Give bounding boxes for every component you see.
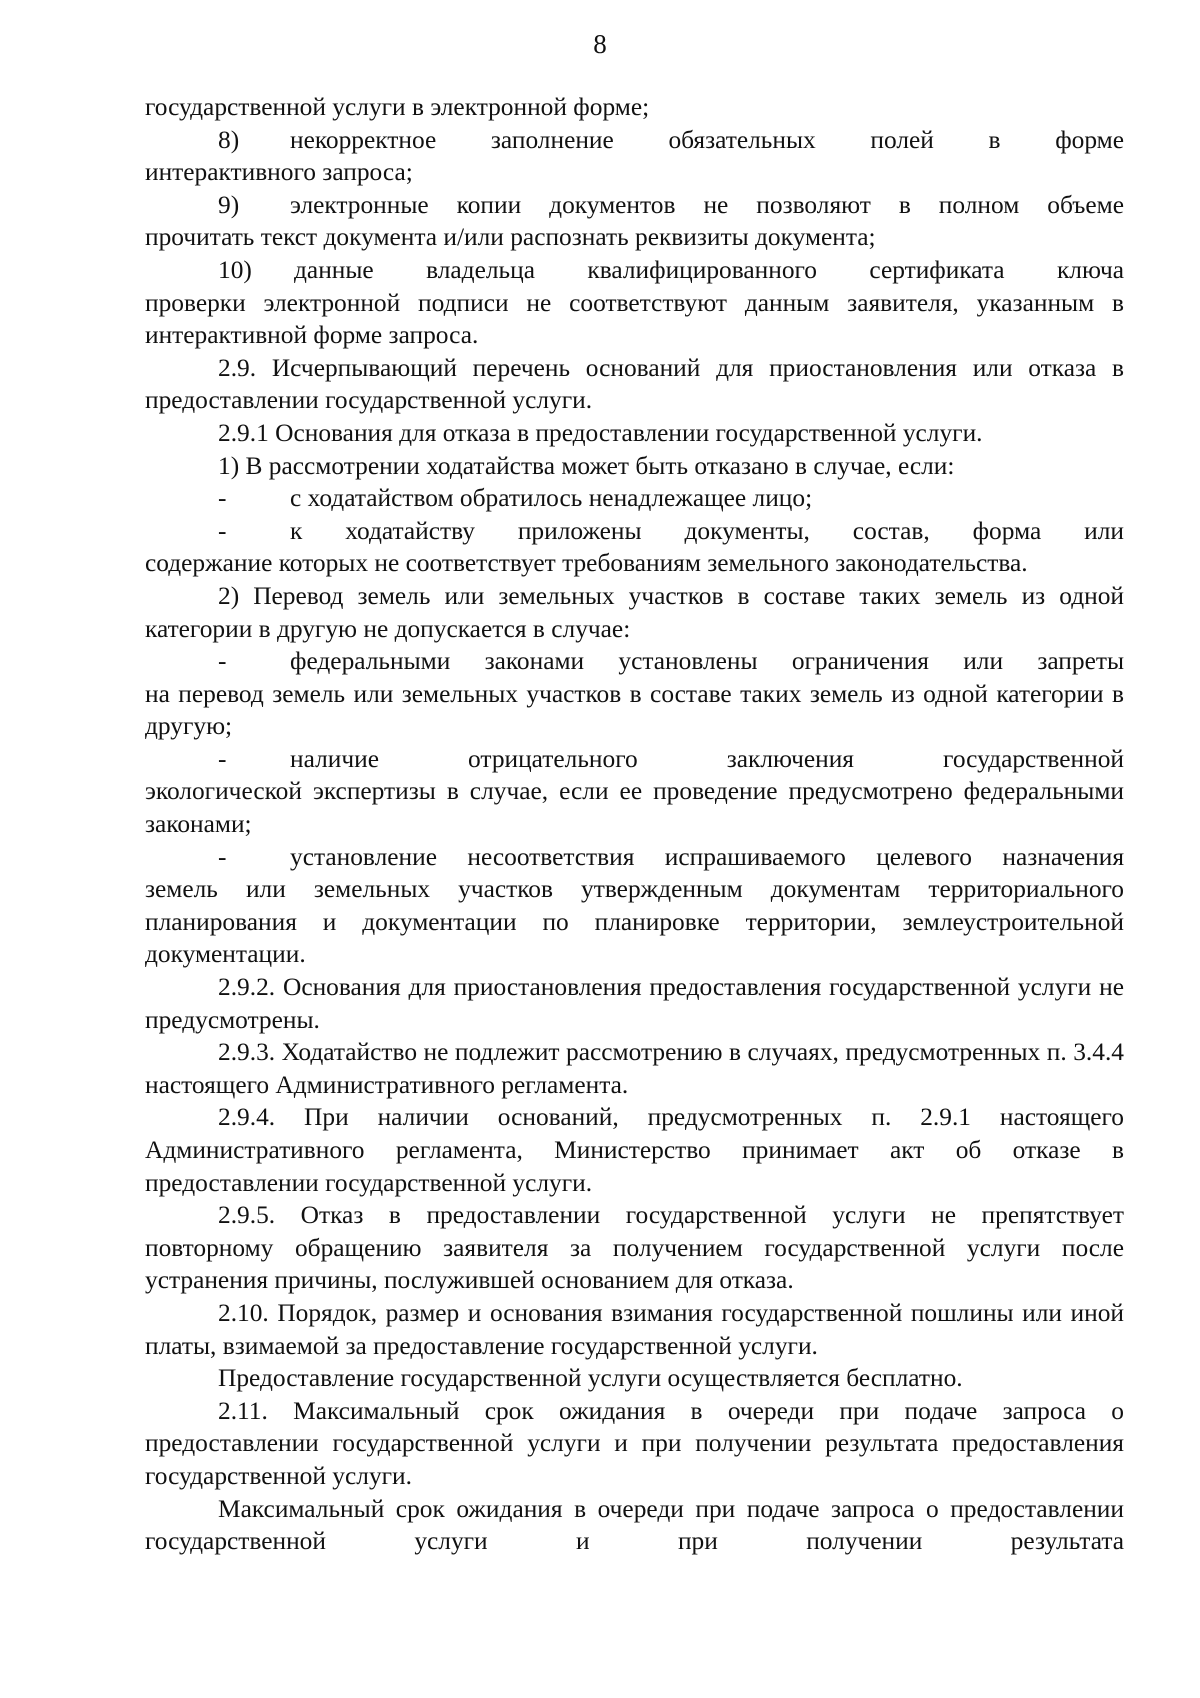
- dash-item-nonconformity: [145, 841, 1124, 971]
- list-text-rest: интерактивного запроса;: [145, 158, 413, 187]
- section-2-9-5: 2.9.5. Отказ в предоставлении государственной услуги не препятствует повторному обращению заявителя за получением государственной услуги после устранения причины, послужившей основанием для отказа.: [145, 1201, 1124, 1295]
- list-text-first: электронные копии документов не позволяют в полном объеме: [290, 190, 1124, 219]
- dash-item-federal-laws: [145, 645, 1124, 743]
- list-text-first: некорректное заполнение обязательных полей в форме: [290, 125, 1124, 154]
- dash-item-negative-conclusion: [145, 743, 1124, 841]
- section-2-9-heading: 2.9. Исчерпывающий перечень оснований для приостановления или отказа в предоставлении государственной услуги.: [145, 353, 1124, 415]
- dash-text-rest: содержание которых не соответствует требованиям земельного законодательства.: [145, 549, 1028, 578]
- dash-marker: -: [218, 744, 227, 773]
- section-2-9-2: 2.9.2. Основания для приостановления предоставления государственной услуги не предусмотрены.: [145, 973, 1124, 1034]
- section-2-9-4: 2.9.4. При наличии оснований, предусмотренных п. 2.9.1 настоящего Административного регламента, Министерство принимает акт об отказе в предоставлении государственной услуги.: [145, 1103, 1124, 1197]
- list-text-rest: прочитать текст документа и/или распознать реквизиты документа;: [145, 223, 876, 252]
- dash-text-first: федеральными законами установлены ограничения или запреты: [290, 647, 1124, 676]
- list-text-rest: проверки электронной подписи не соответствуют данным заявителя, указанным в интерактивной форме запроса.: [145, 288, 1124, 350]
- list-number: 9): [218, 190, 240, 219]
- section-2-9-3: 2.9.3. Ходатайство не подлежит рассмотрению в случаях, предусмотренных п. 3.4.4 настоящего Административного регламента.: [145, 1038, 1124, 1099]
- dash-text-rest: земель или земельных участков утвержденным документам территориального планирования и документации по планировке территории, землеустроительной документации.: [145, 875, 1124, 969]
- list-text-first: данные владельца квалифицированного сертификата ключа: [294, 255, 1124, 284]
- dash-text-first: наличие отрицательного заключения государственной: [290, 744, 1124, 773]
- list-item-10: [145, 254, 1124, 352]
- dash-text: с ходатайством обратилось ненадлежащее лицо;: [290, 484, 813, 513]
- paragraph-max-waiting-time: Максимальный срок ожидания в очереди при подаче запроса о предоставлении государственной услуги и при получении результата: [145, 1494, 1124, 1556]
- section-2-9-1-heading: 2.9.1 Основания для отказа в предоставлении государственной услуги.: [218, 418, 983, 447]
- paragraph-land-transfer: 2) Перевод земель или земельных участков в составе таких земель из одной категории в другую не допускается в случае:: [145, 581, 1124, 643]
- paragraph-free-of-charge: Предоставление государственной услуги осуществляется бесплатно.: [218, 1364, 963, 1393]
- list-number: 8): [218, 125, 240, 154]
- page-number: 8: [593, 29, 607, 59]
- list-item-8: [145, 124, 1124, 189]
- dash-marker: -: [218, 842, 227, 871]
- dash-text-first: к ходатайству приложены документы, состав, форма или: [290, 516, 1124, 545]
- dash-marker: -: [218, 647, 227, 676]
- dash-text-rest: экологической экспертизы в случае, если ее проведение предусмотрено федеральными законами;: [145, 777, 1124, 839]
- paragraph-refusal-cases: 1) В рассмотрении ходатайства может быть отказано в случае, если:: [218, 451, 955, 480]
- dash-item-improper-person: [145, 482, 1124, 515]
- dash-text-first: установление несоответствия испрашиваемого целевого назначения: [290, 842, 1124, 871]
- dash-marker: -: [218, 516, 227, 545]
- dash-item-documents: [145, 515, 1124, 580]
- dash-marker: -: [218, 484, 227, 513]
- section-2-11-heading: 2.11. Максимальный срок ожидания в очереди при подаче запроса о предоставлении государственной услуги и при получении результата предоставления государственной услуги.: [145, 1396, 1124, 1490]
- dash-text-rest: на перевод земель или земельных участков в составе таких земель из одной категории в другую;: [145, 679, 1124, 741]
- list-item-9: [145, 189, 1124, 254]
- section-2-10-heading: 2.10. Порядок, размер и основания взимания государственной пошлины или иной платы, взимаемой за предоставление государственной услуги.: [145, 1298, 1124, 1360]
- list-number: 10): [218, 255, 252, 284]
- document-body: [145, 91, 1124, 1558]
- paragraph-continuation: государственной услуги в электронной форме;: [145, 93, 650, 121]
